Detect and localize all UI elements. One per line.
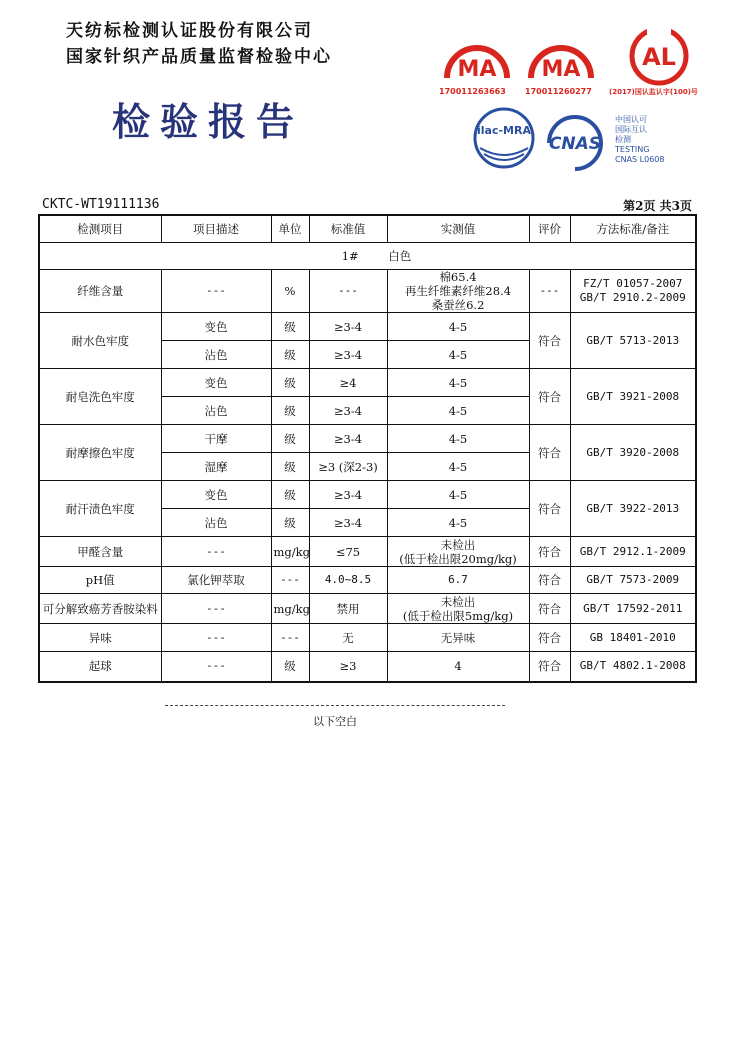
table-row — [39, 481, 696, 509]
item-cell: 可分解致癌芳香胺染料 — [39, 594, 161, 624]
blank-below-note: 以下空白 — [313, 715, 357, 728]
method-line: FZ/T 01057-2007 — [583, 277, 683, 290]
eval-cell: 符合 — [529, 624, 570, 652]
measured-cell: 4-5 — [387, 509, 529, 537]
ilac-mra-logo — [472, 106, 536, 170]
desc-cell: 变色 — [161, 481, 271, 509]
cnas-info — [615, 115, 664, 165]
header-unit: 单位 — [271, 215, 309, 243]
measured-cell: 4-5 — [387, 453, 529, 481]
table-row — [39, 537, 696, 567]
cnas-line: 中国认可 — [615, 115, 647, 124]
table-row — [39, 624, 696, 652]
footer-divider — [165, 705, 505, 706]
measured-cell: 4-5 — [387, 313, 529, 341]
std-cell: ≥3-4 — [309, 509, 387, 537]
unit-cell: mg/kg — [271, 537, 309, 567]
eval-cell: 符合 — [529, 567, 570, 594]
header-method: 方法标准/备注 — [570, 215, 696, 243]
measured-cell — [387, 537, 529, 567]
cal-logo — [619, 24, 699, 88]
sample-cell — [39, 243, 696, 270]
method-cell — [570, 270, 696, 313]
cma-code-2: 170011260277 — [525, 87, 592, 96]
cma-logo-2 — [521, 38, 601, 86]
std-cell: ≥3 (深2-3) — [309, 453, 387, 481]
cal-code: (2017)国认监认字(100)号 — [609, 88, 698, 96]
method-cell: GB/T 3922-2013 — [570, 481, 696, 537]
unit-cell: mg/kg — [271, 594, 309, 624]
eval-cell: --- — [529, 270, 570, 313]
std-cell: 无 — [309, 624, 387, 652]
measured-line: 未检出 — [440, 594, 476, 609]
method-cell: GB/T 5713-2013 — [570, 313, 696, 369]
header-measured: 实测值 — [387, 215, 529, 243]
item-cell: 起球 — [39, 652, 161, 682]
report-title: 检验报告 — [112, 99, 305, 144]
cma-logo — [437, 38, 517, 86]
desc-cell: --- — [161, 652, 271, 682]
test-results-table — [38, 214, 697, 683]
desc-cell: 干摩 — [161, 425, 271, 453]
desc-cell: 氯化钾萃取 — [161, 567, 271, 594]
sample-row — [39, 243, 696, 270]
eval-cell: 符合 — [529, 369, 570, 425]
std-cell: ≥3-4 — [309, 425, 387, 453]
header-evaluation: 评价 — [529, 215, 570, 243]
table-row — [39, 567, 696, 594]
table-row — [39, 270, 696, 313]
std-cell: 禁用 — [309, 594, 387, 624]
unit-cell: 级 — [271, 652, 309, 682]
cma-logo-text: MA — [457, 57, 497, 82]
item-cell: 耐汗渍色牢度 — [39, 481, 161, 537]
measured-cell: 4-5 — [387, 481, 529, 509]
cal-logo-text: AL — [642, 43, 676, 71]
eval-cell: 符合 — [529, 425, 570, 481]
desc-cell: 湿摩 — [161, 453, 271, 481]
desc-cell: --- — [161, 594, 271, 624]
cnas-line: 检测 — [615, 135, 631, 144]
measured-line: 再生纤维素纤维28.4 — [404, 284, 512, 298]
unit-cell: 级 — [271, 397, 309, 425]
unit-cell: % — [271, 270, 309, 313]
header-standard: 标准值 — [309, 215, 387, 243]
measured-cell: 6.7 — [387, 567, 529, 594]
item-cell: 耐摩擦色牢度 — [39, 425, 161, 481]
cnas-line: 国际互认 — [615, 125, 647, 134]
std-cell: 4.0~8.5 — [309, 567, 387, 594]
sample-color: 白色 — [388, 249, 412, 263]
item-cell: 纤维含量 — [39, 270, 161, 313]
cnas-text: CNAS — [548, 134, 602, 154]
table-header-row — [39, 215, 696, 243]
unit-cell: 级 — [271, 453, 309, 481]
desc-cell: --- — [161, 537, 271, 567]
measured-cell: 4-5 — [387, 397, 529, 425]
header-description: 项目描述 — [161, 215, 271, 243]
desc-cell: 沾色 — [161, 341, 271, 369]
desc-cell: --- — [161, 270, 271, 313]
cnas-line: TESTING — [615, 145, 650, 154]
measured-cell: 4-5 — [387, 369, 529, 397]
table-row — [39, 425, 696, 453]
table-row — [39, 313, 696, 341]
measured-line: 未检出 — [440, 537, 476, 552]
cma-logo-2-text: MA — [541, 57, 581, 82]
eval-cell: 符合 — [529, 537, 570, 567]
measured-line: (低于检出限20mg/kg) — [399, 551, 517, 566]
measured-line: 桑蚕丝6.2 — [431, 298, 485, 312]
item-cell: 耐水色牢度 — [39, 313, 161, 369]
header-item: 检测项目 — [39, 215, 161, 243]
center-name: 国家针织产品质量监督检验中心 — [66, 47, 332, 67]
page-indicator: 第2页 共3页 — [623, 199, 692, 213]
cma-code-1: 170011263663 — [439, 87, 506, 96]
item-cell: pH值 — [39, 567, 161, 594]
method-cell: GB/T 7573-2009 — [570, 567, 696, 594]
desc-cell: --- — [161, 624, 271, 652]
std-cell: ≥3 — [309, 652, 387, 682]
cnas-line: CNAS L0608 — [615, 155, 665, 164]
eval-cell: 符合 — [529, 481, 570, 537]
unit-cell: 级 — [271, 509, 309, 537]
unit-cell: 级 — [271, 369, 309, 397]
method-cell: GB/T 4802.1-2008 — [570, 652, 696, 682]
measured-cell: 4-5 — [387, 341, 529, 369]
organization-name: 天纺标检测认证股份有限公司 — [66, 21, 313, 41]
measured-cell: 4 — [387, 652, 529, 682]
unit-cell: 级 — [271, 341, 309, 369]
desc-cell: 沾色 — [161, 509, 271, 537]
eval-cell: 符合 — [529, 313, 570, 369]
std-cell: --- — [309, 270, 387, 313]
unit-cell: --- — [271, 624, 309, 652]
measured-line: 棉65.4 — [439, 270, 477, 284]
eval-cell: 符合 — [529, 594, 570, 624]
measured-cell — [387, 270, 529, 313]
table-row — [39, 369, 696, 397]
ilac-mra-text: ilac-MRA — [477, 124, 531, 137]
method-cell: GB/T 17592-2011 — [570, 594, 696, 624]
method-line: GB/T 2910.2-2009 — [579, 291, 686, 304]
method-cell: GB/T 2912.1-2009 — [570, 537, 696, 567]
desc-cell: 沾色 — [161, 397, 271, 425]
std-cell: ≥3-4 — [309, 313, 387, 341]
std-cell: ≥3-4 — [309, 397, 387, 425]
unit-cell: 级 — [271, 313, 309, 341]
measured-cell: 4-5 — [387, 425, 529, 453]
measured-cell: 无异味 — [387, 624, 529, 652]
std-cell: ≥3-4 — [309, 481, 387, 509]
cnas-logo — [541, 113, 611, 173]
item-cell: 甲醛含量 — [39, 537, 161, 567]
eval-cell: 符合 — [529, 652, 570, 682]
method-cell: GB/T 3921-2008 — [570, 369, 696, 425]
measured-cell — [387, 594, 529, 624]
desc-cell: 变色 — [161, 369, 271, 397]
table-row — [39, 594, 696, 624]
item-cell: 异味 — [39, 624, 161, 652]
unit-cell: 级 — [271, 481, 309, 509]
table-row — [39, 652, 696, 682]
std-cell: ≤75 — [309, 537, 387, 567]
std-cell: ≥3-4 — [309, 341, 387, 369]
sample-number: 1# — [341, 249, 359, 263]
method-cell: GB/T 3920-2008 — [570, 425, 696, 481]
desc-cell: 变色 — [161, 313, 271, 341]
unit-cell: 级 — [271, 425, 309, 453]
report-number: CKTC-WT19111136 — [42, 197, 160, 212]
unit-cell: --- — [271, 567, 309, 594]
method-cell: GB 18401-2010 — [570, 624, 696, 652]
item-cell: 耐皂洗色牢度 — [39, 369, 161, 425]
measured-line: (低于检出限5mg/kg) — [402, 608, 514, 623]
std-cell: ≥4 — [309, 369, 387, 397]
